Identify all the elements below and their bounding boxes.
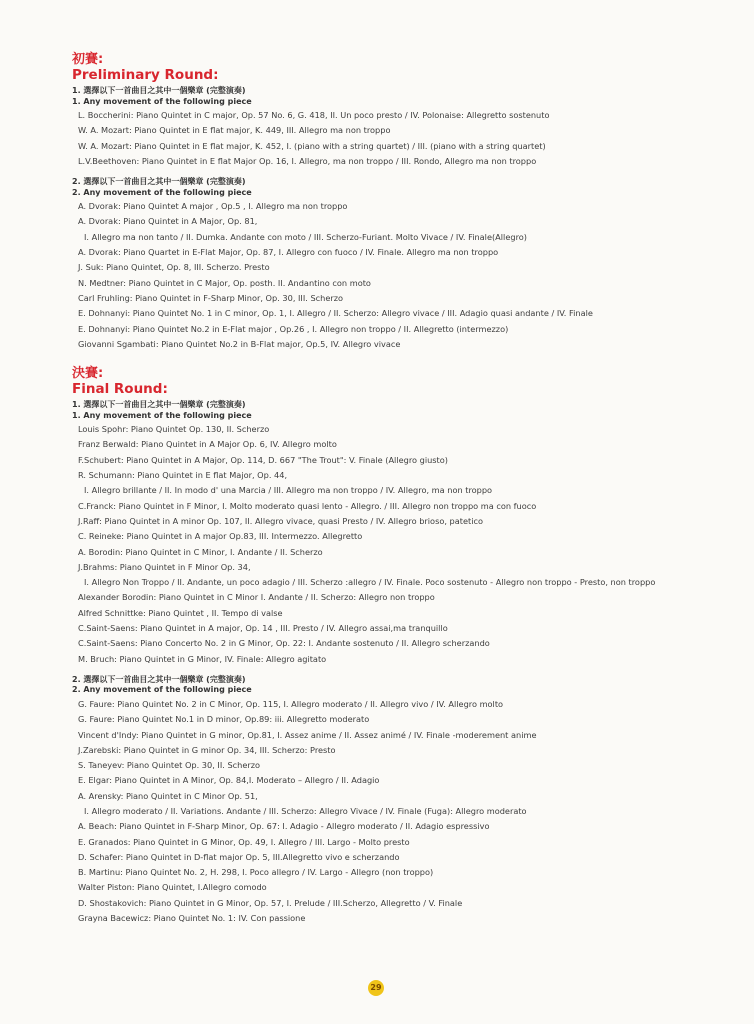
piece-item: E. Elgar: Piano Quintet in A Minor, Op. 84,I. Moderato – Allegro / II. Adagio <box>78 775 380 786</box>
piece-movements-line: I. Allegro moderato / II. Variations. Andante / III. Scherzo: Allegro Vivace / IV. Finale (Fuga): Allegro moderato <box>84 805 527 816</box>
page-number-badge: 29 <box>368 980 384 996</box>
piece-item: N. Medtner: Piano Quintet in C Major, Op. posth. II. Andantino con moto <box>78 277 371 288</box>
piece-item: L.V.Beethoven: Piano Quintet in E flat Major Op. 16, I. Allegro, ma non troppo / III. Rondo, Allegro ma non troppo <box>78 155 537 166</box>
piece-item: Louis Spohr: Piano Quintet Op. 130, II. Scherzo <box>78 424 270 435</box>
document-page <box>72 52 732 934</box>
repertoire-group <box>72 177 732 352</box>
piece-item: A. Dvorak: Piano Quintet A major , Op.5 , I. Allegro ma non troppo <box>78 201 348 212</box>
piece-item: J.Raff: Piano Quintet in A minor Op. 107, II. Allegro vivace, quasi Presto / IV. Allegro brioso, patetico <box>78 515 484 526</box>
piece-item: C.Franck: Piano Quintet in F Minor, I. Molto moderato quasi lento - Allegro. / III. Allegro non troppo ma con fuoco <box>78 500 537 511</box>
piece-item: Carl Fruhling: Piano Quintet in F-Sharp Minor, Op. 30, III. Scherzo <box>78 292 344 303</box>
final-title-en: Final Round: <box>72 381 168 398</box>
piece-item: W. A. Mozart: Piano Quintet in E flat major, K. 452, I. (piano with a string quartet) / III. (piano with a string quartet) <box>78 140 546 151</box>
piece-item: E. Dohnanyi: Piano Quintet No.2 in E-Flat major , Op.26 , I. Allegro non troppo / II. Allegretto (intermezzo) <box>78 323 509 334</box>
piece-item: J.Zarebski: Piano Quintet in G minor Op. 34, III. Scherzo: Presto <box>78 744 336 755</box>
final-title-zh: 決賽: <box>72 366 104 382</box>
piece-item: E. Granados: Piano Quintet in G Minor, Op. 49, I. Allegro / III. Largo - Molto presto <box>78 836 410 847</box>
piece-list <box>72 697 732 926</box>
group-heading-en: 2. Any movement of the following piece <box>72 685 252 695</box>
piece-item: Franz Berwald: Piano Quintet in A Major Op. 6, IV. Allegro molto <box>78 439 337 450</box>
preliminary-title-zh: 初賽: <box>72 52 104 67</box>
repertoire-group <box>72 400 732 667</box>
piece-item: Grayna Bacewicz: Piano Quintet No. 1: IV. Con passione <box>78 913 306 924</box>
piece-item: Vincent d'Indy: Piano Quintet in G minor, Op.81, I. Assez anime / II. Assez animé / IV. Finale -moderement anime <box>78 729 537 740</box>
group-heading-en: 1. Any movement of the following piece <box>72 410 252 420</box>
piece-list <box>72 108 732 169</box>
preliminary-title-en: Preliminary Round: <box>72 67 219 83</box>
piece-item: Alexander Borodin: Piano Quintet in C Minor I. Andante / II. Scherzo: Allegro non troppo <box>78 592 435 603</box>
piece-movements-line: I. Allegro Non Troppo / II. Andante, un poco adagio / III. Scherzo :allegro / IV. Finale. Poco sostenuto - Allegro non troppo - Presto, non troppo <box>84 577 656 588</box>
piece-item: Alfred Schnittke: Piano Quintet , II. Tempo di valse <box>78 607 283 618</box>
piece-movements-line: I. Allegro ma non tanto / II. Dumka. Andante con moto / III. Scherzo-Furiant. Molto Vivace / IV. Finale(Allegro) <box>84 231 527 242</box>
preliminary-groups <box>72 86 732 352</box>
group-heading-zh: 1. 選擇以下一首曲目之其中一個樂章 (完整演奏) <box>72 86 246 95</box>
final-groups <box>72 400 732 926</box>
piece-item: C.Saint-Saens: Piano Quintet in A major, Op. 14 , III. Presto / IV. Allegro assai,ma tranquillo <box>78 623 448 634</box>
piece-item: C.Saint-Saens: Piano Concerto No. 2 in G Minor, Op. 22: I. Andante sostenuto / II. Allegro scherzando <box>78 638 490 649</box>
piece-item: B. Martinu: Piano Quintet No. 2, H. 298, I. Poco allegro / IV. Largo - Allegro (non troppo) <box>78 867 434 878</box>
piece-item: A. Dvorak: Piano Quintet in A Major, Op. 81, <box>78 216 258 227</box>
group-heading-zh: 1. 選擇以下一首曲目之其中一個樂章 (完整演奏) <box>72 400 246 410</box>
piece-item: D. Schafer: Piano Quintet in D-flat major Op. 5, III.Allegretto vivo e scherzando <box>78 851 400 862</box>
piece-item: F.Schubert: Piano Quintet in A Major, Op. 114, D. 667 "The Trout": V. Finale (Allegro giusto) <box>78 454 448 465</box>
piece-item: Walter Piston: Piano Quintet, I.Allegro comodo <box>78 882 267 893</box>
piece-movements-line: I. Allegro brillante / II. In modo d' una Marcia / III. Allegro ma non troppo / IV. Allegro, ma non troppo <box>84 485 493 496</box>
piece-item: G. Faure: Piano Quintet No. 2 in C Minor, Op. 115, I. Allegro moderato / II. Allegro vivo / IV. Allegro molto <box>78 698 504 709</box>
piece-item: A. Dvorak: Piano Quartet in E-Flat Major, Op. 87, I. Allegro con fuoco / IV. Finale. Allegro ma non troppo <box>78 247 499 258</box>
piece-list <box>72 199 732 352</box>
piece-item: J. Suk: Piano Quintet, Op. 8, III. Scherzo. Presto <box>78 262 270 273</box>
piece-item: S. Taneyev: Piano Quintet Op. 30, II. Scherzo <box>78 760 261 771</box>
piece-item: Giovanni Sgambati: Piano Quintet No.2 in B-Flat major, Op.5, IV. Allegro vivace <box>78 338 401 349</box>
piece-item: D. Shostakovich: Piano Quintet in G Minor, Op. 57, I. Prelude / III.Scherzo, Allegretto / V. Finale <box>78 897 463 908</box>
piece-item: W. A. Mozart: Piano Quintet in E flat major, K. 449, III. Allegro ma non troppo <box>78 125 391 136</box>
piece-item: L. Boccherini: Piano Quintet in C major, Op. 57 No. 6, G. 418, II. Un poco presto / IV. Polonaise: Allegretto sostenuto <box>78 110 550 120</box>
piece-item: A. Arensky: Piano Quintet in C Minor Op. 51, <box>78 790 258 801</box>
piece-item: A. Beach: Piano Quintet in F-Sharp Minor, Op. 67: I. Adagio - Allegro moderato / II. Adagio espressivo <box>78 821 490 832</box>
piece-item: J.Brahms: Piano Quintet in F Minor Op. 34, <box>78 561 251 572</box>
piece-item: A. Borodin: Piano Quintet in C Minor, I. Andante / II. Scherzo <box>78 546 323 557</box>
repertoire-group <box>72 675 732 926</box>
group-heading-en: 2. Any movement of the following piece <box>72 187 252 197</box>
group-heading-zh: 2. 選擇以下一首曲目之其中一個樂章 (完整演奏) <box>72 674 246 684</box>
preliminary-round-section <box>72 52 732 352</box>
piece-list <box>72 422 732 667</box>
group-heading-en: 1. Any movement of the following piece <box>72 96 252 106</box>
repertoire-group <box>72 86 732 169</box>
piece-item: E. Dohnanyi: Piano Quintet No. 1 in C minor, Op. 1, I. Allegro / II. Scherzo: Allegro vivace / III. Adagio quasi andante / IV. Finale <box>78 308 593 319</box>
piece-item: C. Reineke: Piano Quintet in A major Op.83, III. Intermezzo. Allegretto <box>78 531 363 542</box>
final-round-section <box>72 366 732 926</box>
group-heading-zh: 2. 選擇以下一首曲目之其中一個樂章 (完整演奏) <box>72 177 246 187</box>
piece-item: R. Schumann: Piano Quintet in E flat Major, Op. 44, <box>78 470 288 481</box>
piece-item: G. Faure: Piano Quintet No.1 in D minor, Op.89: iii. Allegretto moderato <box>78 714 370 725</box>
piece-item: M. Bruch: Piano Quintet in G Minor, IV. Finale: Allegro agitato <box>78 653 327 664</box>
